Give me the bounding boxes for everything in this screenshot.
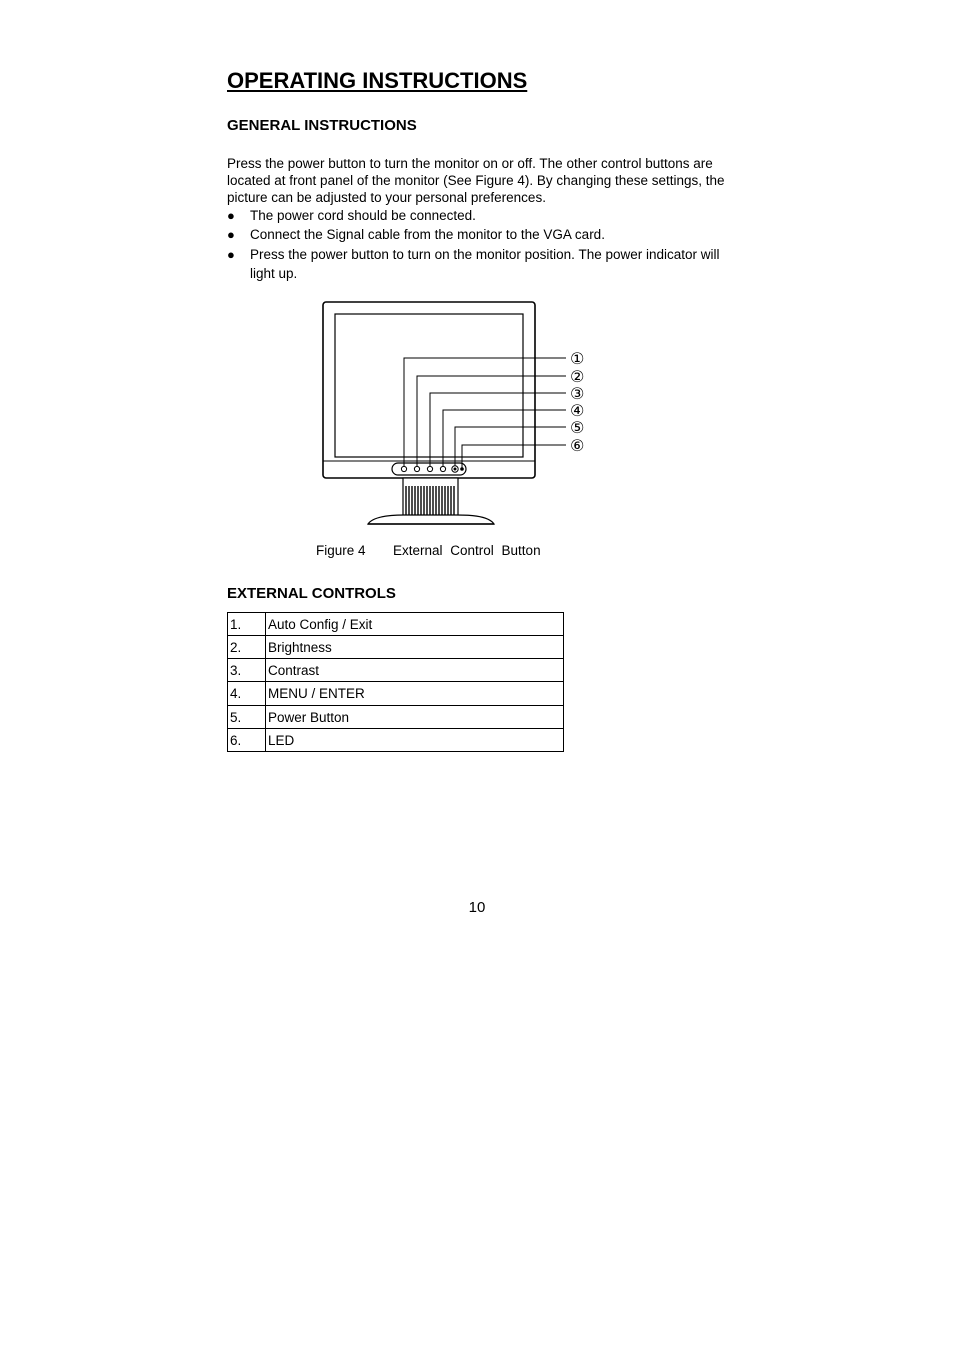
row-label: LED (266, 729, 564, 752)
monitor-screen (335, 314, 523, 457)
led-icon (461, 468, 464, 471)
instruction-list (227, 206, 737, 283)
table-row (228, 706, 564, 729)
button-1-icon (401, 466, 406, 471)
bullet-icon: ● (227, 208, 235, 223)
button-3-icon (427, 466, 432, 471)
table-row (228, 659, 564, 682)
bullet-icon: ● (227, 247, 235, 262)
external-controls-table (227, 612, 564, 752)
intro-paragraph: Press the power button to turn the monitor on or off. The other control buttons are located at front panel of the monitor (See Figure 4). By changing these settings, the picture can be adjusted to your personal preferences. (227, 156, 725, 205)
page-number: 10 (468, 899, 486, 916)
page-title: OPERATING INSTRUCTIONS (227, 68, 528, 93)
callout-4: ④ (570, 401, 585, 420)
list-item (227, 206, 737, 225)
callout-5: ⑤ (570, 418, 585, 437)
row-label: MENU / ENTER (266, 682, 564, 706)
callout-2: ② (570, 367, 585, 386)
list-item-text: Connect the Signal cable from the monitor to the VGA card. (250, 227, 605, 242)
figure-caption-number: Figure 4 (316, 543, 366, 558)
bullet-icon: ● (227, 227, 235, 242)
callout-1: ① (570, 349, 585, 368)
stand-base (368, 515, 494, 524)
list-item-text: The power cord should be connected. (250, 208, 476, 223)
row-number: 6. (228, 729, 266, 752)
button-4-icon (440, 466, 445, 471)
table-row (228, 613, 564, 636)
callout-3: ③ (570, 384, 585, 403)
row-number: 4. (228, 682, 266, 706)
monitor-figure (310, 296, 590, 532)
row-label: Power Button (266, 706, 564, 729)
table-row (228, 682, 564, 706)
row-number: 5. (228, 706, 266, 729)
row-label: Contrast (266, 659, 564, 682)
external-controls-heading: EXTERNAL CONTROLS (227, 585, 396, 602)
row-number: 2. (228, 636, 266, 659)
callout-6: ⑥ (570, 436, 585, 455)
row-number: 1. (228, 613, 266, 636)
row-label: Brightness (266, 636, 564, 659)
table-row (228, 729, 564, 752)
list-item (227, 225, 737, 244)
list-item (227, 245, 737, 283)
row-label: Auto Config / Exit (266, 613, 564, 636)
general-instructions-heading: GENERAL INSTRUCTIONS (227, 117, 417, 134)
figure-caption-text: External Control Button (393, 543, 541, 558)
button-2-icon (414, 466, 419, 471)
row-number: 3. (228, 659, 266, 682)
table-row (228, 636, 564, 659)
list-item-text: Press the power button to turn on the monitor position. The power indicator will light up. (250, 247, 720, 281)
